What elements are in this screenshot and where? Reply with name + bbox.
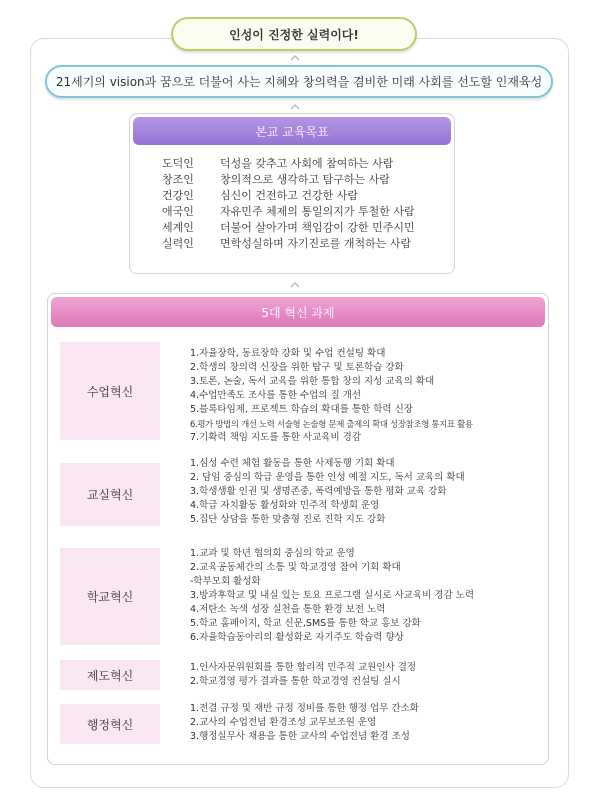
- vision-statement: 21세기의 vision과 꿈으로 더불어 사는 지혜와 창의력을 겸비한 미래 사회를 선도할 인재육성: [45, 65, 553, 98]
- category-items-school-innovation: [190, 547, 474, 645]
- goal-value: 창의적으로 생각하고 탐구하는 사람: [220, 173, 390, 186]
- goal-value: 면학성실하며 자기진로를 개척하는 사람: [220, 237, 412, 250]
- goals-title: 본교 교육목표: [133, 117, 451, 145]
- goal-value: 심신이 건전하고 건강한 사람: [220, 189, 359, 202]
- category-items-admin-innovation: [190, 702, 419, 744]
- task-item: -학부모회 활성화: [190, 576, 261, 587]
- tasks-title: 5대 혁신 과제: [51, 297, 545, 327]
- task-item: 4.학급 자치활동 활성화와 민주적 학생회 운영: [190, 500, 380, 511]
- category-label-admin-innovation: 행정혁신: [60, 704, 160, 744]
- task-item: 5.블록타임제, 프로젝트 학습의 확대를 통한 학력 신장: [190, 404, 413, 415]
- task-item: 5.학교 홈페이지, 학교 신문,SMS를 통한 학교 홍보 강화: [190, 618, 421, 629]
- goal-key: 건강인: [162, 189, 194, 202]
- goal-value: 더불어 살아가며 책임감이 강한 민주시민: [220, 221, 415, 234]
- goal-key: 도덕인: [162, 157, 194, 170]
- task-item: 2.교육공동체간의 소통 및 학교경영 참여 기회 확대: [190, 562, 401, 573]
- task-item: 2. 담임 중심의 학급 운영을 통한 인성 예절 지도, 독서 교육의 확대: [190, 472, 465, 483]
- chevron-up-icon: [290, 55, 300, 61]
- task-item: 1.심성 수련 체험 활동을 통한 사제동행 기회 확대: [190, 458, 395, 469]
- education-goals-panel: [129, 113, 455, 274]
- task-item: 3.방과후학교 및 내실 있는 토요 프로그램 실시로 사교육비 경감 노력: [190, 590, 475, 601]
- category-label-school-innovation: 학교혁신: [60, 548, 160, 645]
- task-item: 4.저탄소 녹색 성장 실천을 통한 환경 보전 노력: [190, 604, 386, 615]
- goal-key: 창조인: [162, 173, 194, 186]
- task-item: 3.학생생활 인권 및 생명존중, 폭력예방을 통한 평화 교육 강화: [190, 486, 447, 497]
- chevron-up-icon: [290, 104, 300, 110]
- task-item: 5.집단 상담을 통한 맞춤형 진로 진학 지도 강화: [190, 514, 386, 525]
- task-item: 3.행정실무사 채용을 통한 교사의 수업전념 환경 조성: [190, 731, 410, 742]
- task-item: 1.인사자문위원회를 통한 합리적 민주적 교원인사 결정: [190, 662, 417, 673]
- task-item: 6.자율학습동아리의 활성화로 자기주도 학습력 향상: [190, 632, 404, 643]
- task-item: 4.수업만족도 조사를 통한 수업의 질 개선: [190, 390, 361, 401]
- chevron-up-icon: [290, 282, 300, 288]
- task-item: 6.평가 방법의 개선 노력 서술형 논술형 문제 출제의 확대 성장참조형 통지표 활용: [190, 419, 473, 429]
- goal-key: 애국인: [162, 205, 194, 218]
- goal-value: 자유민주 체제의 통일의지가 투철한 사람: [220, 205, 415, 218]
- school-motto: 인성이 진정한 실력이다!: [171, 17, 417, 51]
- goal-key: 실력인: [162, 237, 194, 250]
- task-item: 1.교과 및 학년 협의회 중심의 학교 운영: [190, 548, 355, 559]
- task-item: 1.자율장학, 동료장학 강화 및 수업 컨설팅 확대: [190, 348, 386, 359]
- category-items-classroom-innovation: [190, 457, 465, 527]
- task-item: 2.학교경영 평가 결과를 통한 학교경영 컨설팅 실시: [190, 676, 401, 687]
- category-label-classroom-innovation: 교실혁신: [60, 463, 160, 526]
- category-label-class-innovation: 수업혁신: [60, 342, 160, 440]
- task-item: 1.전결 규정 및 재반 규정 정비를 통한 행정 업무 간소화: [190, 703, 419, 714]
- goal-value: 덕성을 갖추고 사회에 참여하는 사람: [220, 157, 394, 170]
- category-items-system-innovation: [190, 661, 416, 689]
- task-item: 2.교사의 수업전념 환경조성 교무보조원 운영: [190, 717, 377, 728]
- task-item: 7.기확력 책임 지도를 통한 사교육비 경감: [190, 432, 361, 443]
- goal-key: 세계인: [162, 221, 194, 234]
- category-label-system-innovation: 제도혁신: [60, 660, 160, 690]
- category-items-class-innovation: [190, 347, 473, 445]
- task-item: 2.학생의 창의력 신장을 위한 탐구 및 토론학습 강화: [190, 362, 404, 373]
- task-item: 3.토론, 논술, 독서 교육을 위한 통합 창의 지성 교육의 확대: [190, 376, 435, 387]
